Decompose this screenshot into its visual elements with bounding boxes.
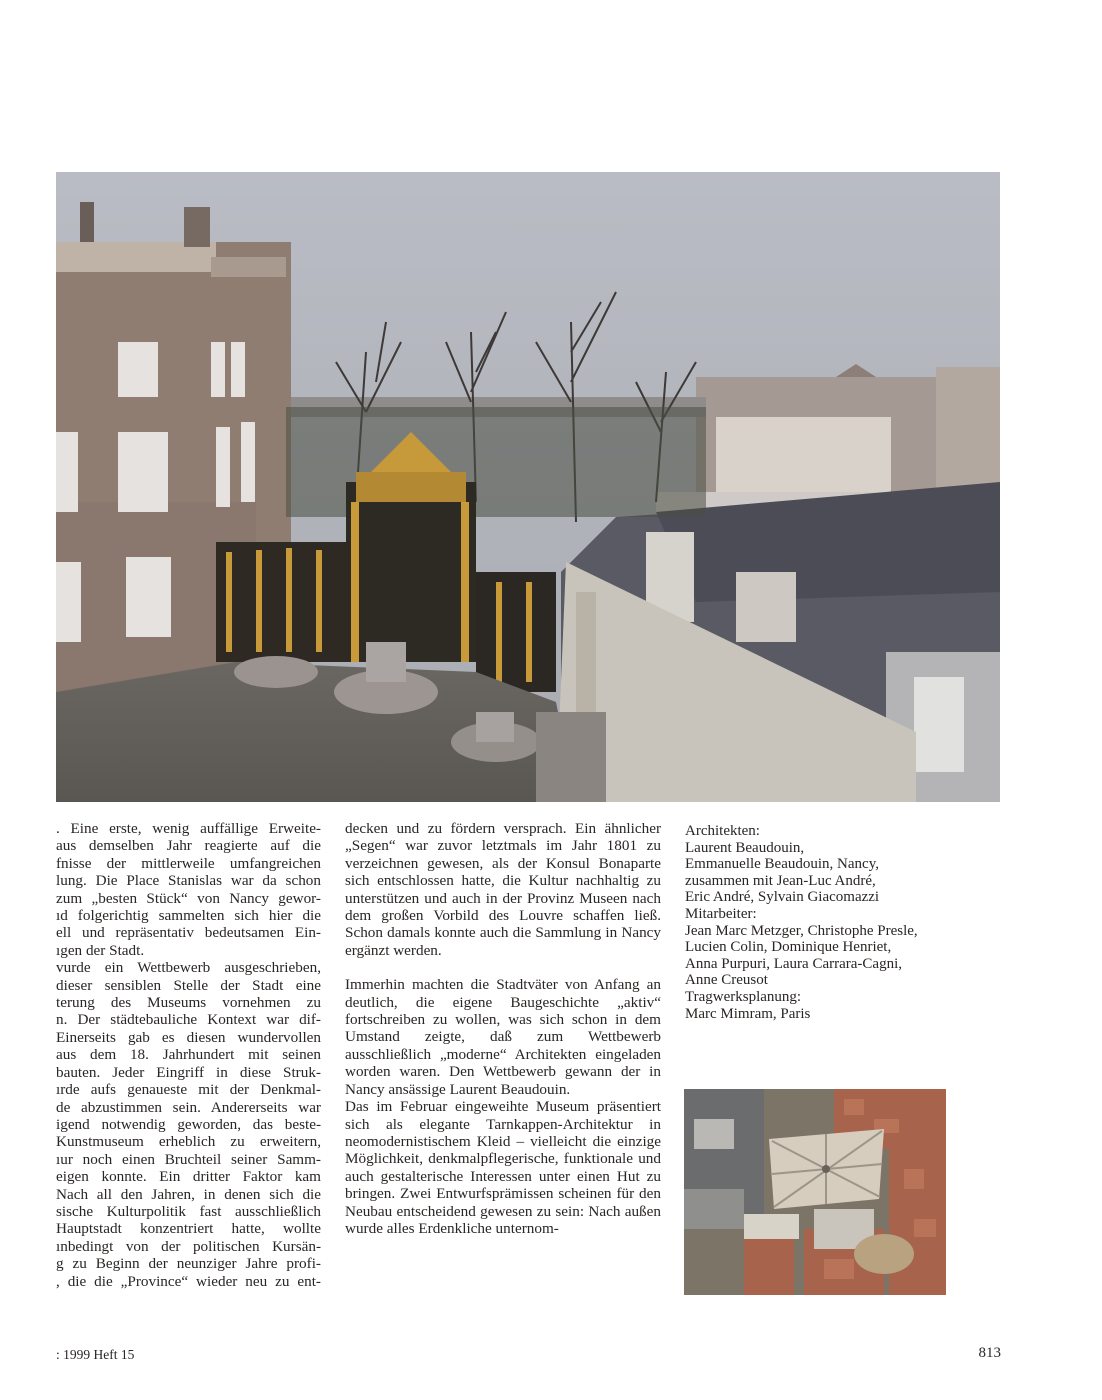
text-line: , die die „Province“ wieder neu zu ent-	[56, 1272, 321, 1290]
paragraph: Immerhin machten die Stadtväter von Anfang an deutlich, die eigene Baugeschichte „aktiv“ fortschreiben zu wollen, was sich schon in dem Umstand zeigte, daß zum Wettbewerb ausschließlich „moderne“ Architekten eingeladen worden waren. Den Wettbewerb gewann der in Nancy ansässige Laurent Beaudouin.	[345, 976, 661, 1098]
credits-line: Jean Marc Metzger, Christophe Presle,	[685, 922, 918, 939]
text-line: . Eine erste, wenig auffällige Erweite-	[56, 820, 321, 837]
issue-footer: : 1999 Heft 15	[56, 1347, 135, 1362]
text-line: ınbedingt von der politischen Kursän-	[56, 1237, 321, 1255]
paragraph: Das im Februar eingeweihte Museum präsentiert sich als elegante Tarnkappen-Architektur in neomodernistischem Kleid – vielleicht die einzige Möglichkeit, denkmalpflegerische, funktionale und auch gestalterische Interessen unter einen Hut zu bringen. Zwei Entwurfsprämissen scheinen für den Neubau entscheidend gewesen zu sein: Nach außen wurde alles Erdenkliche unternom-	[345, 1098, 661, 1237]
text-line: ırde aufs genaueste mit der Denkmal-	[56, 1081, 321, 1099]
text-line: vurde ein Wettbewerb ausgeschrieben,	[56, 959, 321, 977]
text-column-2	[345, 820, 661, 1237]
text-line: fnisse der mittlerweile umfangreichen	[56, 854, 321, 872]
text-line: ıgen der Stadt.	[56, 941, 145, 959]
text-line: de abzustimmen sein. Andererseits war	[56, 1098, 321, 1116]
credits-heading-staff: Mitarbeiter:	[685, 905, 757, 922]
credits-line: zusammen mit Jean-Luc André,	[685, 872, 876, 889]
text-line: igend notwendig geworden, das beste-	[56, 1115, 321, 1133]
text-line: lung. Die Place Stanislas war da schon	[56, 872, 321, 890]
text-line: sische Kulturpolitik fast ausschließlich	[56, 1202, 321, 1220]
text-line: zum „besten Stück“ von Nancy gewor-	[56, 889, 321, 907]
page-number: 813	[978, 1345, 1001, 1361]
credits-heading-structural: Tragwerksplanung:	[685, 988, 802, 1005]
text-line: ıur noch einen Bruchteil seiner Samm-	[56, 1150, 321, 1168]
text-line: terung des Museums vornehmen zu	[56, 994, 321, 1012]
text-line: eigen konnte. Ein dritter Faktor kam	[56, 1168, 321, 1186]
text-line: Nach all den Jahren, in denen sich die	[56, 1185, 321, 1203]
text-line: Hauptstadt konzentriert hatte, wollte	[56, 1220, 321, 1238]
credits-line: Lucien Colin, Dominique Henriet,	[685, 939, 892, 956]
text-line: Einerseits gab es diesen wundervollen	[56, 1028, 321, 1046]
credits-line: Anna Purpuri, Laura Carrara-Cagni,	[685, 955, 903, 972]
text-line: g zu Beginn der neunziger Jahre profi-	[56, 1255, 321, 1273]
credits-line: Anne Creusot	[685, 972, 768, 989]
credits-line: Marc Mimram, Paris	[685, 1005, 811, 1022]
text-line: bauten. Jeder Eingriff in diese Struk-	[56, 1063, 321, 1081]
text-line: dieser sensiblen Stelle der Stadt eine	[56, 976, 321, 994]
text-line: Kunstmuseum erheblich zu erweitern,	[56, 1133, 321, 1151]
text-line: aus dem 18. Jahrhundert mit seinen	[56, 1046, 321, 1064]
text-line: ıd folgerichtig sammelten sich hier die	[56, 907, 321, 925]
text-line: n. Der städtebauliche Kontext war dif-	[56, 1011, 321, 1029]
credits-line: Laurent Beaudouin,	[685, 839, 805, 856]
text-column-1	[56, 820, 321, 1290]
aerial-photo-nancy	[684, 1089, 946, 1295]
credits-block	[685, 823, 975, 1022]
main-photo-place-stanislas	[56, 172, 1000, 802]
credits-heading-architects: Architekten:	[685, 823, 760, 839]
text-line: aus demselben Jahr reagierte auf die	[56, 837, 321, 855]
credits-line: Eric André, Sylvain Giacomazzi	[685, 889, 880, 906]
text-line: ell und repräsentativ bedeutsamen Ein-	[56, 924, 321, 942]
credits-line: Emmanuelle Beaudouin, Nancy,	[685, 856, 879, 873]
paragraph: decken und zu fördern versprach. Ein ähnlicher „Segen“ war zuvor letztmals im Jahr 1801 zu verzeichnen gewesen, als der Konsul Bonaparte sich entschlossen hatte, die Kultur nachhaltig zu unterstützen und auch in der Provinz Museen nach dem großen Vorbild des Louvre schaffen ließ. Schon damals konnte auch die Sammlung in Nancy ergänzt werden.	[345, 820, 661, 959]
